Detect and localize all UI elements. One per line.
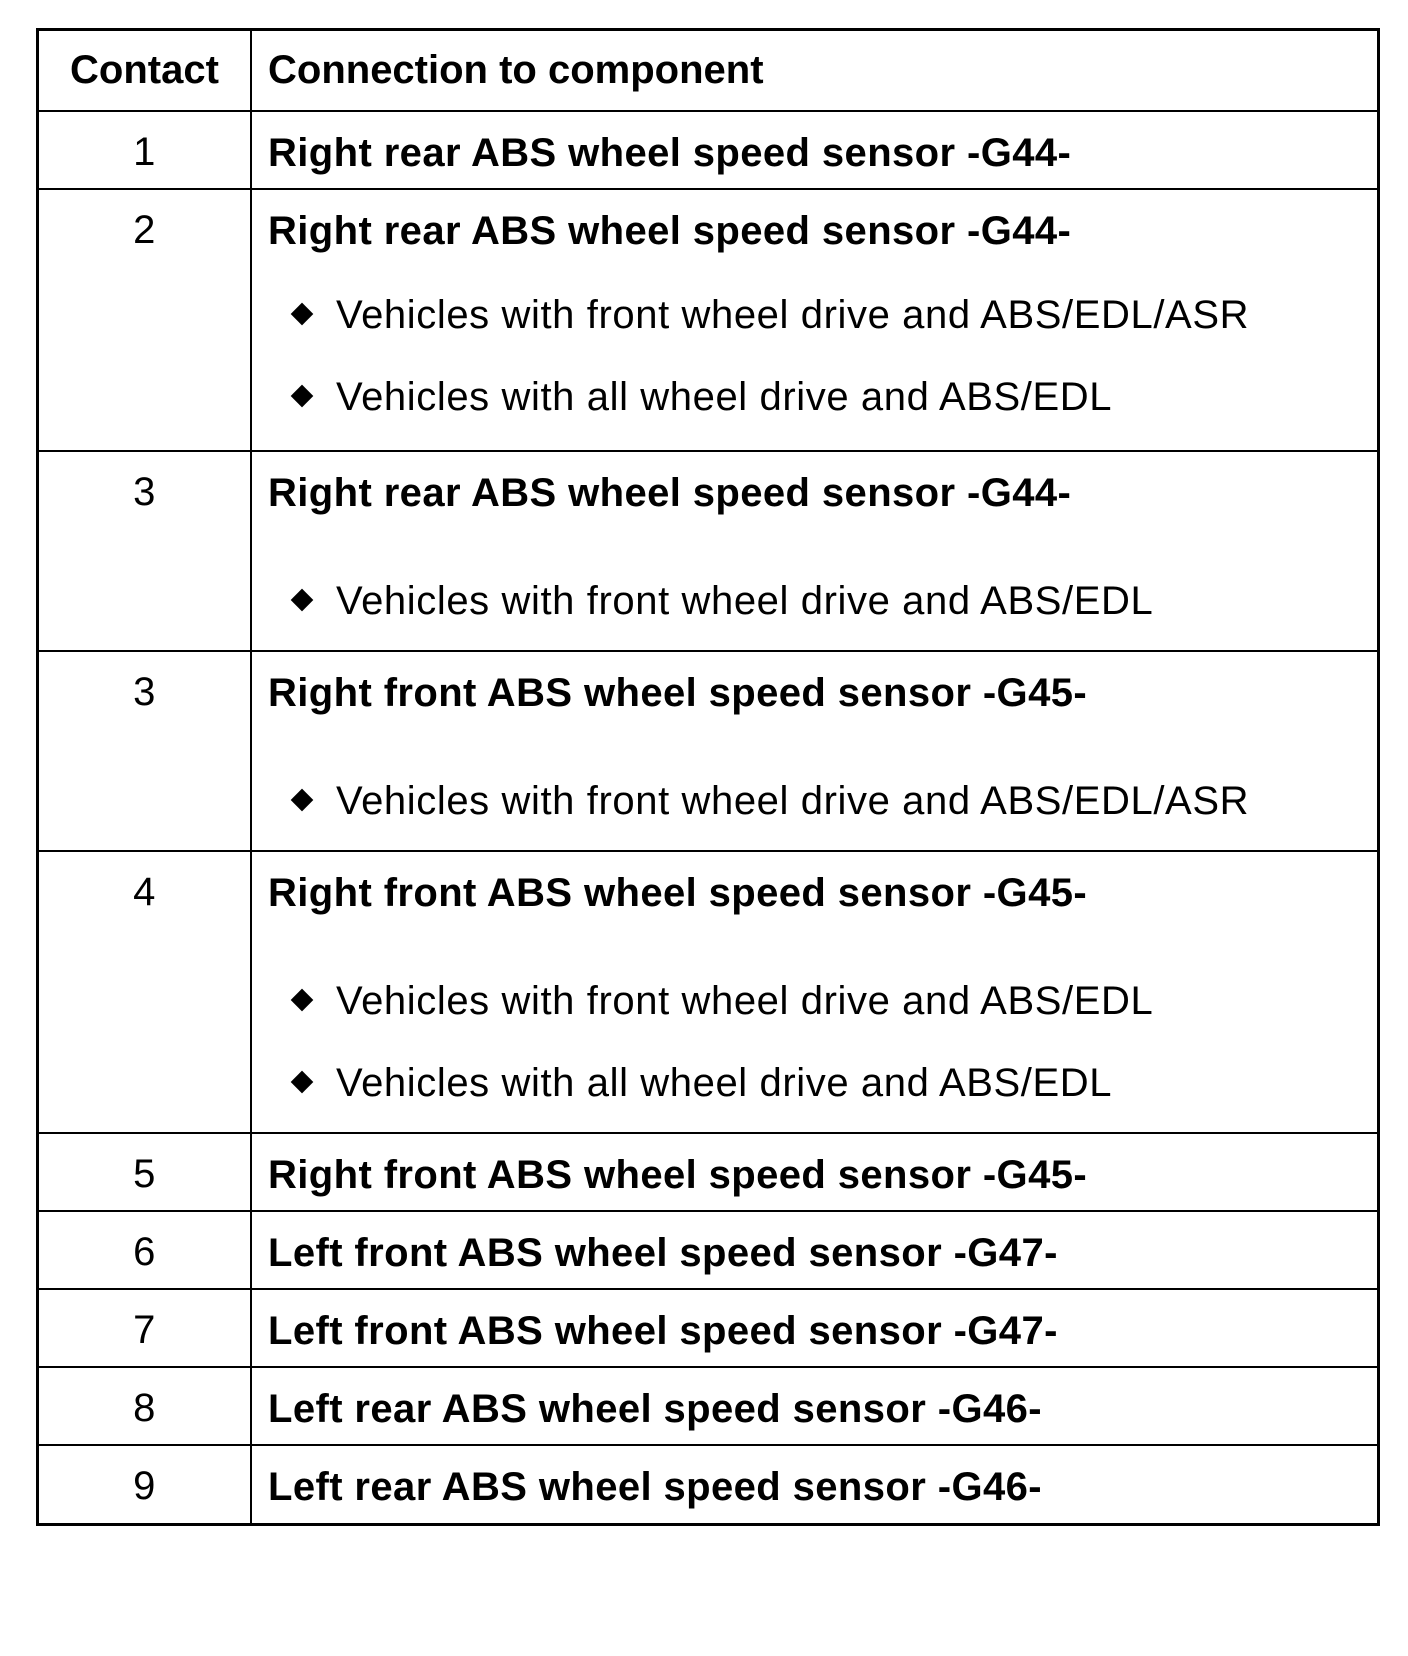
vehicle-notes-list xyxy=(268,292,1377,420)
diamond-bullet-icon xyxy=(291,1071,314,1094)
component-name: Left rear ABS wheel speed sensor -G46- xyxy=(268,1465,1042,1509)
component-cell xyxy=(251,851,1377,1133)
table-row xyxy=(39,1445,1377,1523)
component-name: Right rear ABS wheel speed sensor -G44- xyxy=(268,209,1072,253)
table-row xyxy=(39,1133,1377,1211)
component-name: Left rear ABS wheel speed sensor -G46- xyxy=(268,1387,1042,1431)
contact-number: 9 xyxy=(39,1445,251,1523)
component-cell xyxy=(251,1133,1377,1211)
table-row xyxy=(39,189,1377,451)
vehicle-notes-list xyxy=(268,978,1377,1106)
component-cell xyxy=(251,1289,1377,1367)
component-cell xyxy=(251,189,1377,451)
diamond-bullet-icon xyxy=(291,789,314,812)
contact-number: 3 xyxy=(39,451,251,651)
component-name: Right front ABS wheel speed sensor -G45- xyxy=(268,671,1088,715)
list-item xyxy=(268,374,1377,420)
table-row xyxy=(39,1367,1377,1445)
list-item xyxy=(268,778,1377,824)
component-name: Left front ABS wheel speed sensor -G47- xyxy=(268,1309,1058,1353)
vehicle-note: Vehicles with front wheel drive and ABS/EDL xyxy=(336,979,1154,1023)
component-cell xyxy=(251,1445,1377,1523)
component-name: Left front ABS wheel speed sensor -G47- xyxy=(268,1231,1058,1275)
component-cell xyxy=(251,651,1377,851)
vehicle-note: Vehicles with front wheel drive and ABS/EDL/ASR xyxy=(336,293,1250,337)
vehicle-notes-list xyxy=(268,778,1377,824)
table-row xyxy=(39,1289,1377,1367)
component-cell xyxy=(251,1367,1377,1445)
contact-number: 4 xyxy=(39,851,251,1133)
contact-number: 3 xyxy=(39,651,251,851)
contact-number: 5 xyxy=(39,1133,251,1211)
table-row xyxy=(39,651,1377,851)
list-item xyxy=(268,1060,1377,1106)
component-name: Right front ABS wheel speed sensor -G45- xyxy=(268,871,1088,915)
diamond-bullet-icon xyxy=(291,589,314,612)
component-cell xyxy=(251,451,1377,651)
table-row xyxy=(39,451,1377,651)
vehicle-note: Vehicles with front wheel drive and ABS/EDL xyxy=(336,579,1154,623)
column-header-connection: Connection to component xyxy=(251,31,1377,111)
table-row xyxy=(39,851,1377,1133)
contact-table xyxy=(39,31,1377,1523)
component-name: Right rear ABS wheel speed sensor -G44- xyxy=(268,471,1072,515)
diamond-bullet-icon xyxy=(291,303,314,326)
table-row xyxy=(39,1211,1377,1289)
vehicle-notes-list xyxy=(268,578,1377,624)
column-header-contact: Contact xyxy=(39,31,251,111)
vehicle-note: Vehicles with front wheel drive and ABS/EDL/ASR xyxy=(336,779,1250,823)
vehicle-note: Vehicles with all wheel drive and ABS/EDL xyxy=(336,1061,1113,1105)
list-item xyxy=(268,578,1377,624)
contact-number: 1 xyxy=(39,111,251,189)
contact-number: 6 xyxy=(39,1211,251,1289)
contact-number: 8 xyxy=(39,1367,251,1445)
diamond-bullet-icon xyxy=(291,385,314,408)
list-item xyxy=(268,978,1377,1024)
diamond-bullet-icon xyxy=(291,989,314,1012)
connector-contact-table xyxy=(36,28,1380,1526)
contact-number: 2 xyxy=(39,189,251,451)
component-cell xyxy=(251,111,1377,189)
component-name: Right front ABS wheel speed sensor -G45- xyxy=(268,1153,1088,1197)
list-item xyxy=(268,292,1377,338)
contact-number: 7 xyxy=(39,1289,251,1367)
component-cell xyxy=(251,1211,1377,1289)
component-name: Right rear ABS wheel speed sensor -G44- xyxy=(268,131,1072,175)
table-row xyxy=(39,111,1377,189)
header-row xyxy=(39,31,1377,111)
vehicle-note: Vehicles with all wheel drive and ABS/EDL xyxy=(336,375,1113,419)
